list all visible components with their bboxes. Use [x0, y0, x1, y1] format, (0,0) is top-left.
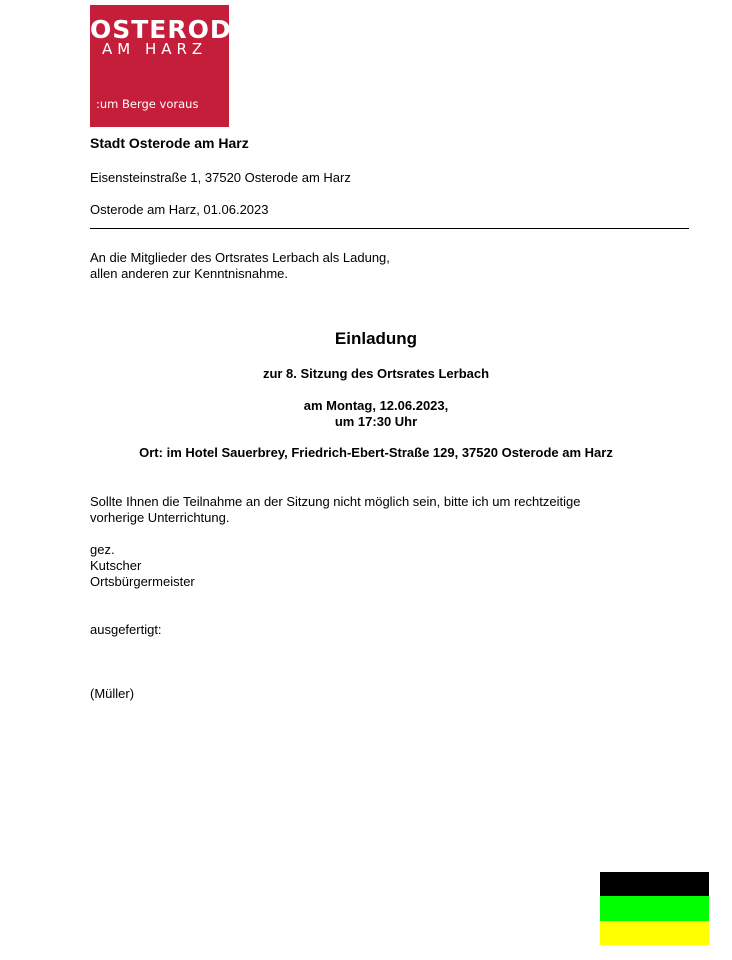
logo-line2: AM HARZ [102, 40, 208, 58]
invitation-title: Einladung [334, 329, 418, 348]
meeting-datetime [90, 398, 662, 430]
session-name: zur 8. Sitzung des Ortsrates Lerbach [262, 366, 490, 381]
recipients-line: allen anderen zur Kenntnisnahme. [90, 266, 289, 281]
clerk-name: (Müller) [90, 686, 135, 701]
note-line: vorherige Unterrichtung. [90, 510, 230, 525]
date-line: Osterode am Harz, 01.06.2023 [90, 202, 269, 217]
note-line: Sollte Ihnen die Teilnahme an der Sitzung nicht möglich sein, bitte ich um rechtzeitige [90, 494, 581, 509]
meeting-date: am Montag, 12.06.2023, [303, 398, 449, 413]
logo-line1: OSTERODE [90, 15, 250, 44]
header-divider [90, 228, 689, 229]
signature-prefix: gez. [90, 542, 115, 557]
flag-stripe-1 [600, 872, 709, 896]
signer-role: Ortsbürgermeister [90, 574, 195, 589]
meeting-time: um 17:30 Uhr [334, 414, 418, 429]
signer-name: Kutscher [90, 558, 142, 573]
prepared-label: ausgefertigt: [90, 622, 162, 637]
recipients-line: An die Mitglieder des Ortsrates Lerbach als Ladung, [90, 250, 390, 265]
organization-name: Stadt Osterode am Harz [90, 135, 249, 151]
flag-stripe-3 [600, 921, 709, 945]
city-logo [90, 5, 250, 127]
meeting-location: Ort: im Hotel Sauerbrey, Friedrich-Ebert-Straße 129, 37520 Osterode am Harz [139, 445, 613, 460]
signature-block [90, 542, 195, 590]
recipients-block [90, 250, 390, 282]
attendance-note [90, 494, 580, 526]
organization-address: Eisensteinstraße 1, 37520 Osterode am Harz [90, 170, 351, 185]
flag-stripe-2 [600, 896, 709, 920]
logo-slogan: :um Berge voraus [96, 97, 199, 111]
flag-graphic [600, 872, 709, 945]
